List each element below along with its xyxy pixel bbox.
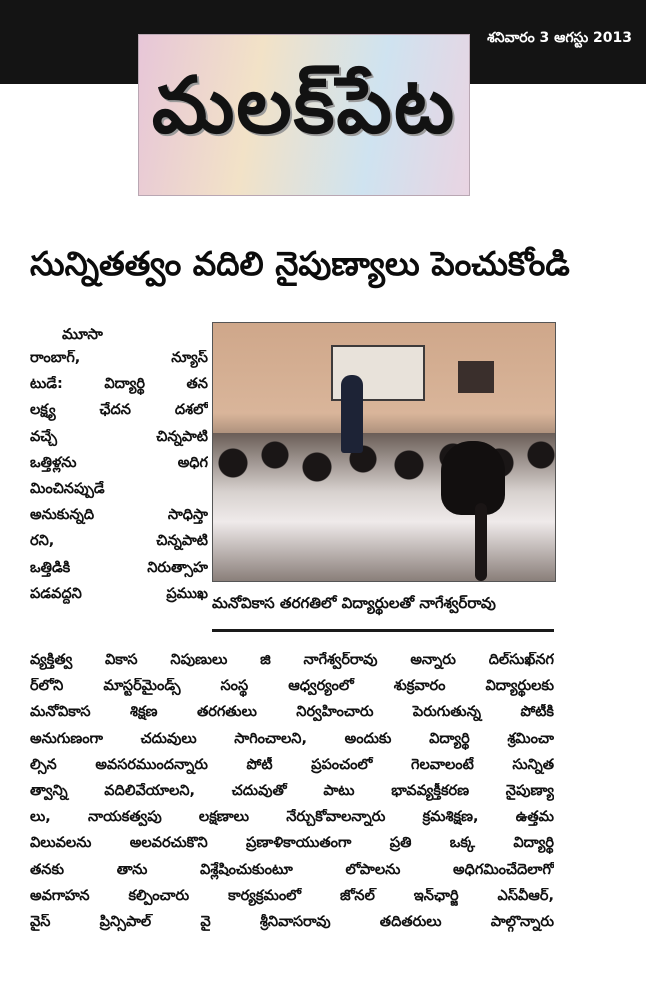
article-body-full bbox=[30, 652, 554, 940]
body-line: వచ్చే చిన్నపాటి bbox=[30, 428, 208, 445]
body-line: వైస్ ప్రిన్సిపాల్ వై శ్రీనివాసరావు తదితరులు పాల్గొన్నారు bbox=[30, 913, 554, 930]
body-line: వ్యక్తిత్వ వికాస నిపుణులు జి నాగేశ్వర్‌రావు అన్నారు దిల్‌సుఖ్‌నగ bbox=[30, 652, 554, 668]
window bbox=[458, 361, 494, 393]
student-plait bbox=[475, 503, 487, 581]
body-line: తనకు తాను విశ్లేషించుకుంటూ లోపాలను అధిగమించేదెలాగో bbox=[30, 861, 554, 878]
body-line: మనోవికాస శిక్షణ తరగతులు నిర్వహించారు పెరుగుతున్న పోటీకి bbox=[30, 704, 554, 721]
student-figure bbox=[441, 441, 505, 515]
body-line: ల్సిన అవసరముందన్నారు పోటీ ప్రపంచంలో గెలవాలంటే సున్నిత bbox=[30, 756, 554, 773]
body-line: విలువలను అలవరచుకొని ప్రణాళికాయుతంగా ప్రతి ఒక్క విద్యార్థి bbox=[30, 835, 554, 852]
body-line: ర్‌లోని మాస్టర్‌మైండ్స్ సంస్థ ఆధ్వర్యంలో శుక్రవారం విద్యార్థులకు bbox=[30, 678, 554, 695]
body-line: మించినప్పుడే bbox=[30, 480, 105, 497]
body-line: ఒత్తిడికి నిరుత్సాహ bbox=[30, 559, 208, 576]
speaker-figure bbox=[341, 375, 363, 453]
news-photo bbox=[212, 322, 556, 582]
body-line: రని, చిన్నపాటి bbox=[30, 533, 208, 550]
body-line: త్వాన్ని వదిలివేయాలని, చదువుతో పాటు భావవ్యక్తీకరణ నైపుణ్యా bbox=[30, 782, 554, 799]
body-line: టుడే: విద్యార్థి తన bbox=[30, 376, 208, 393]
article-byline: మూసా bbox=[62, 325, 103, 343]
body-line: అనుగుణంగా చదువులు సాగించాలని, అందుకు విద్యార్థి శ్రమించా bbox=[30, 730, 554, 747]
section-title: మలక్‌పేట bbox=[151, 60, 457, 151]
body-line: అవగాహన కల్పించారు కార్యక్రమంలో జోనల్ ఇన్‌ఛార్జి ఎస్‌వీఆర్, bbox=[30, 887, 554, 904]
body-line: ఒత్తిళ్లను అధిగ bbox=[30, 454, 208, 471]
body-line: లక్ష్య ఛేదన దశలో bbox=[30, 402, 208, 419]
article-body-narrow bbox=[30, 350, 208, 612]
body-line: రాంబాగ్, న్యూస్ bbox=[30, 350, 208, 366]
body-line: లు, నాయకత్వపు లక్షణాలు నేర్చుకోవాలన్నారు క్రమశిక్షణ, ఉత్తమ bbox=[30, 809, 554, 826]
publication-date: శనివారం 3 ఆగస్టు 2013 bbox=[487, 30, 632, 46]
section-title-box bbox=[138, 34, 470, 196]
body-line: అనుకున్నది సాధిస్తా bbox=[30, 507, 208, 524]
article-headline: సున్నితత్వం వదిలి నైపుణ్యాలు పెంచుకోండి bbox=[30, 244, 570, 283]
body-line: పడవద్దని ప్రముఖ bbox=[30, 585, 208, 602]
caption-divider bbox=[212, 629, 554, 632]
photo-caption: మనోవికాస తరగతిలో విద్యార్థులతో నాగేశ్వర్‌రావు bbox=[212, 594, 496, 612]
students-crowd bbox=[213, 433, 555, 581]
